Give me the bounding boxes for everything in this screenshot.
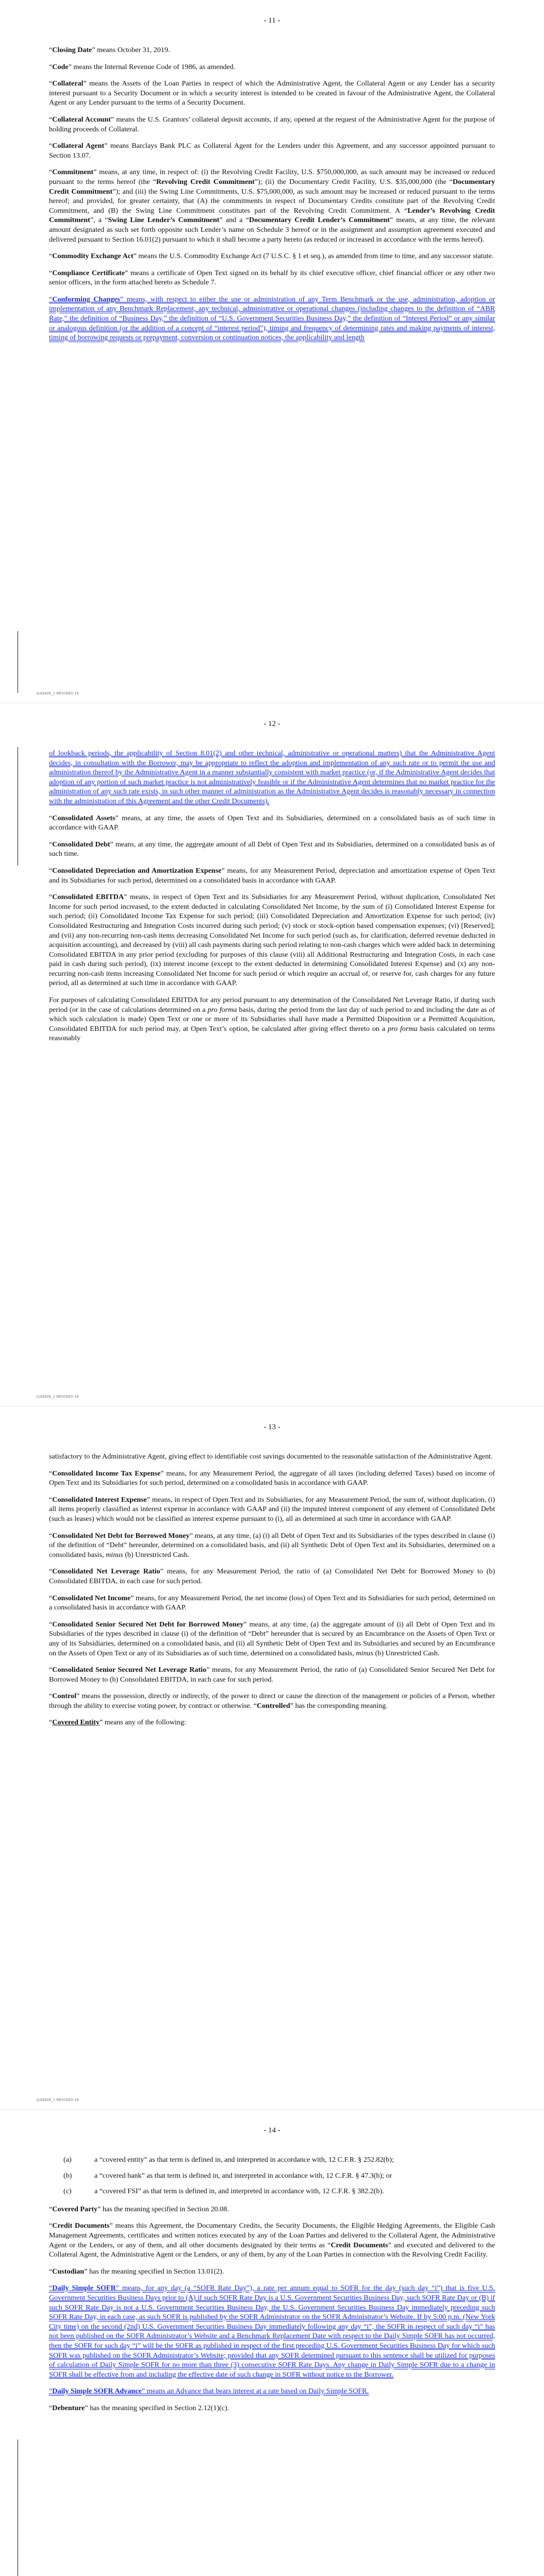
continued-paragraph: satisfactory to the Administrative Agent, giving effect to identifiable cost savings documented to the reasonable satisfaction of the Administrative Agent. bbox=[49, 1452, 493, 1461]
definition-consolidated-net-leverage-ratio: “Consolidated Net Leverage Ratio” means, for any Measurement Period, the ratio of (a) Consolidated Net Debt for Borrowed Money to (b) Consolidated EBITDA, in each case for such period. bbox=[49, 1567, 495, 1585]
definition-consolidated-depreciation: “Consolidated Depreciation and Amortization Expense” means, for any Measurement Period, depreciation and amortization expense of Open Text and its Subsidiaries for such period, determined on a consolidated basis in accordance with GAAP. bbox=[49, 866, 495, 885]
list-item: (b) a “covered bank” as that term is defined in, and interpreted in accordance with, 12 C.F.R. § 47.3(b); or bbox=[63, 2171, 392, 2180]
definition-conforming-changes: “Conforming Changes” means, with respect to either the use or administration of any Term Benchmark or the use, administration, adoption or implementation of any Benchmark Replacement, any technical, administrative or operational changes (including changes to the definition of “ABR Rate,” the definition of “Business Day,” the definition of “U.S. Government Securities Business Day,” the definition of “Interest Period” or any similar or analogous definition (or the addition of a concept of “interest period”), timing and frequency of determining rates and making payments of interest, timing of borrowing requests or prepayment, conversion or continuation notices, the applicability and length bbox=[49, 295, 495, 342]
definition-collateral-agent: “Collateral Agent” means Barclays Bank PLC as Collateral Agent for the Lenders under this Agreement, and any successor appointed pursuant to Section 13.07. bbox=[49, 142, 496, 160]
page-number: - 11 - bbox=[263, 16, 281, 25]
definition-covered-entity: “Covered Entity” means any of the following: bbox=[49, 1718, 186, 1727]
page-body bbox=[49, 45, 495, 350]
definition-credit-documents: “Credit Documents” means this Agreement, the Documentary Credits, the Security Documents, the Eligible Hedging Agreements, the Eligible Cash Management Agreements, certificates and written notices executed by any of the Loan Parties and delivered to the Collateral Agent, the Administrative Agent or the Lenders, or any of them, and all other documents designated by their terms as “Credit Documents” and executed and delivered to the Collateral Agent, the Administrative Agent or the Lenders, or any of them, by any of the Loan Parties in connection with the Revolving Credit Facility. bbox=[49, 2222, 495, 2259]
pro-forma-paragraph: For purposes of calculating Consolidated EBITDA for any period pursuant to any determination of the Consolidated Net Leverage Ratio, if during such period (or in the case of calculations determined on a pro forma basis, during the period from the last day of such period to and including the date as of which such calculation is made) Open Text or one or more of its Subsidiaries shall have made a Permitted Disposition or a Permitted Acquisition, Consolidated EBITDA for such period may, at Open Text’s option, be calculated after giving effect thereto on a pro forma basis calculated on terms reasonably bbox=[49, 996, 495, 1043]
page-14 bbox=[0, 2110, 544, 2576]
definition-control: “Control” means the possession, directly or indirectly, of the power to direct or cause the direction of the management or policies of a Person, whether through the ability to exercise voting power, by contract or otherwise. “Controlled” has the corresponding meaning. bbox=[49, 1692, 495, 1710]
definition-consolidated-interest-expense: “Consolidated Interest Expense” means, in respect of Open Text and its Subsidiaries, for any Measurement Period, the sum of, without duplication, (i) all items properly classified as interest expense in accordance with GAAP and (ii) the imputed interest component of any element of Consolidated Debt (such as leases) which would not be classified as interest expense pursuant to (i), all as determined at such time in accordance with GAAP. bbox=[49, 1495, 495, 1523]
definition-daily-simple-sofr-advance: “Daily Simple SOFR Advance” means an Advance that bears interest at a rate based on Daily Simple SOFR. bbox=[49, 2387, 369, 2396]
document-id: 1163426_1 REVISED 16 bbox=[36, 2098, 79, 2102]
definition-daily-simple-sofr: “Daily Simple SOFR” means, for any day (a “SOFR Rate Day”), a rate per annum equal to SOFR for the day (such day “i”) that is five U.S. Government Securities Business Days prior to (A) if such SOFR Rate Day is a U.S. Government Securities Business Day, such SOFR Rate Day or (B) if such SOFR Rate Day is not a U.S. Government Securities Business Day, the U.S. Government Securities Business Day immediately preceding such SOFR Rate Day, in each case, as such SOFR is published by the SOFR Administrator on the SOFR Administrator’s Website. If by 5:00 p.m. (New York City time) on the second (2nd) U.S. Government Securities Business Day immediately following any day “i”, the SOFR in respect of such day “i” has not been published on the SOFR Administrator’s Website and a Benchmark Replacement Date with respect to the Daily Simple SOFR has not occurred, then the SOFR for such day “i” will be the SOFR as published in respect of the first preceding U.S. Government Securities Business Day for which such SOFR was published on the SOFR Administrator’s Website; provided that any SOFR determined pursuant to this sentence shall be utilized for purposes of calculation of Daily Simple SOFR for no more than three (3) consecutive SOFR Rate Days. Any change in Daily Simple SOFR due to a change in SOFR shall be effective from and including the effective date of such change in SOFR without notice to the Borrower. bbox=[49, 2284, 495, 2379]
page-number: - 13 - bbox=[263, 1423, 281, 1431]
definition-custodian: “Custodian” has the meaning specified in Section 13.01(2). bbox=[49, 2267, 224, 2276]
page-11 bbox=[0, 0, 544, 703]
page-body bbox=[49, 2155, 495, 2420]
page-number: - 14 - bbox=[263, 2126, 281, 2134]
definition-commitment: “Commitment” means, at any time, in respect of: (i) the Revolving Credit Facility, U.S. $750,000,000, as such amount may be increased or reduced pursuant to the terms hereof (the “Revolving Credit Commitment”); (ii) the Documentary Credit Facility, U.S. $35,000,000 (the “Documentary Credit Commitment”); and (iii) the Swing Line Commitments, U.S. $75,000,000, as such amount may be increased or reduced pursuant to the terms hereof; and provided, for greater certainty, that (A) the commitments in respect of Documentary Credits constitute part of the Revolving Credit Commitment, and (B) the Swing Line Commitment constitutes part of the Revolving Credit Commitment. A “Lender’s Revolving Credit Commitment”, a “Swing Line Lender’s Commitment” and a “Documentary Credit Lender’s Commitment” means, at any time, the relevant amount designated as such set forth opposite such Lender’s name on Schedule 3 hereof or in the assignment and assumption agreement executed and delivered pursuant to Section 16.01(2) pursuant to which it shall become a party hereto (as reduced or increased in accordance with the terms hereof). bbox=[49, 168, 496, 244]
definition-consolidated-net-income: “Consolidated Net Income” means, for any Measurement Period, the net income (loss) of Open Text and its Subsidiaries for such period, determined on a consolidated basis in accordance with GAAP. bbox=[49, 1594, 495, 1612]
definition-consolidated-net-debt: “Consolidated Net Debt for Borrowed Money” means, at any time, (a) (i) all Debt of Open Text and its Subsidiaries of the types described in clause (i) of the definition of “Debt” hereunder, determined on a consolidated basis, and (ii) all Synthetic Debt of Open Text and its Subsidiaries, determined on a consolidated basis, minus (b) Unrestricted Cash. bbox=[49, 1531, 496, 1559]
page-number: - 12 - bbox=[263, 720, 281, 728]
definition-consolidated-debt: “Consolidated Debt” means, at any time, the aggregate amount of all Debt of Open Text and its Subsidiaries, determined on a consolidated basis as of such time. bbox=[49, 840, 495, 858]
definition-debenture: “Debenture” has the meaning specified in Section 2.12(1)(c). bbox=[49, 2403, 229, 2412]
definition-consolidated-income-tax-expense: “Consolidated Income Tax Expense” means, for any Measurement Period, the aggregate of all taxes (including deferred Taxes) based on income of Open Text and its Subsidiaries for such period, determined on a consolidated basis in accordance with GAAP. bbox=[49, 1469, 495, 1487]
list-item: (a) a “covered entity” as that term is defined in, and interpreted in accordance with, 12 C.F.R. § 252.82(b); bbox=[63, 2156, 394, 2164]
definition-consolidated-senior-secured-ratio: “Consolidated Senior Secured Net Leverage Ratio” means, for any Measurement Period, the ratio of (a) Consolidated Senior Secured Net Debt for Borrowed Money to (b) Consolidated EBITDA, in each case for such period. bbox=[49, 1666, 495, 1684]
list-item: (c) a “covered FSI” as that term is defined in, and interpreted in accordance with, 12 C.F.R. § 382.2(b). bbox=[63, 2187, 384, 2196]
definition-consolidated-ebitda: “Consolidated EBITDA” means, in respect of Open Text and its Subsidiaries for any Measurement Period, without duplication, Consolidated Net Income for such period increased, to the extent deducted in calculating Consolidated Net Income, by the sum of (i) Consolidated Interest Expense for such period; (ii) Consolidated Income Tax Expense for such period; (iii) Consolidated Depreciation and Amortization Expense for such period; (iv) Consolidated Restructuring and Integration Costs incurred during such period; (v) stock or stock-option based compensation expenses; (vi) [Reserved]; and (vii) any non-recurring non-cash items decreasing Consolidated Net Income for such period (such as, for clarification, deferred revenue deducted in acquisition accounting), and decreased by (viii) all cash payments during such period relating to non-cash charges which were added back in determining Consolidated EBITDA in any prior period (excluding for purposes of this clause (viii) all Additional Restructuring and Integration Costs, in each case paid in cash during such period), (ix) interest income (except to the extent deducted in determining Consolidated Interest Expense) and (x) any non-recurring non-cash items increasing Consolidated Net Income for such period or which require an accrual of, or reserve for, cash charges for any future period, all as determined at such time in accordance with GAAP. bbox=[49, 893, 495, 988]
definition-collateral-account: “Collateral Account” means the U.S. Grantors’ collateral deposit accounts, if any, opened at the request of the Administrative Agent for the purpose of holding proceeds of Collateral. bbox=[49, 115, 495, 133]
page-body bbox=[49, 749, 495, 1050]
definition-compliance-certificate: “Compliance Certificate” means a certificate of Open Text signed on its behalf by its chief executive officer, chief financial officer or any other two senior officers, in the form attached hereto as Schedule 7. bbox=[49, 268, 495, 287]
definition-covered-party: “Covered Party” has the meaning specified in Section 20.08. bbox=[49, 2205, 229, 2213]
document-id: 1163426_1 REVISED 16 bbox=[36, 692, 79, 696]
document-id: 1163426_1 REVISED 16 bbox=[36, 1395, 79, 1399]
definition-closing-date: “Closing Date” means October 31, 2019. bbox=[49, 46, 170, 54]
definition-collateral: “Collateral” means the Assets of the Loan Parties in respect of which the Administrative Agent, the Collateral Agent or any Lender has a security interest pursuant to a Security Document or in which a security interest is intended to be created in favour of the Administrative Agent, the Collateral Agent or any Lender pursuant to the terms of a Security Document. bbox=[49, 79, 495, 107]
definition-consolidated-senior-secured-debt: “Consolidated Senior Secured Net Debt for Borrowed Money” means, at any time, (a) the aggregate amount of (i) all Debt of Open Text and its Subsidiaries of the types described in clause (i) of the definition of “Debt” hereunder that is secured by an Encumbrance on the Assets of Open Text or any of its Subsidiaries, determined on a consolidated basis, and (ii) all Synthetic Debt of Open Text and its Subsidiaries and secured by an Encumbrance on the Assets of Open Text or any of its Subsidiaries as of such time, determined on a consolidated basis, minus (b) Unrestricted Cash. bbox=[49, 1620, 495, 1657]
page-12 bbox=[0, 703, 544, 1406]
page-13 bbox=[0, 1406, 544, 2110]
definition-conforming-changes-continued: of lookback periods, the applicability of Section 8.01(2) and other technical, administrative or operational matters) that the Administrative Agent decides, in consultation with the Borrower, may be appropriate to reflect the adoption and implementation of any such rate or to permit the use and administration thereof by the Administrative Agent in a manner substantially consistent with market practice (or, if the Administrative Agent decides that adoption of any portion of such market practice is not administratively feasible or if the Administrative Agent determines that no market practice for the administration of any such rate exists, in such other manner of administration as the Administrative Agent decides is reasonably necessary in connection with the administration of this Agreement and the other Credit Documents). bbox=[49, 749, 495, 805]
definition-consolidated-assets: “Consolidated Assets” means, at any time, the assets of Open Text and its Subsidiaries, determined on a consolidated basis as of such time in accordance with GAAP. bbox=[49, 814, 496, 832]
page-body bbox=[49, 1452, 495, 1735]
definition-commodity-exchange-act: “Commodity Exchange Act” means the U.S. Commodity Exchange Act (7 U.S.C. § 1 et seq.), as amended from time to time, and any successor statute. bbox=[49, 252, 494, 261]
definition-code: “Code” means the Internal Revenue Code of 1986, as amended. bbox=[49, 62, 236, 71]
